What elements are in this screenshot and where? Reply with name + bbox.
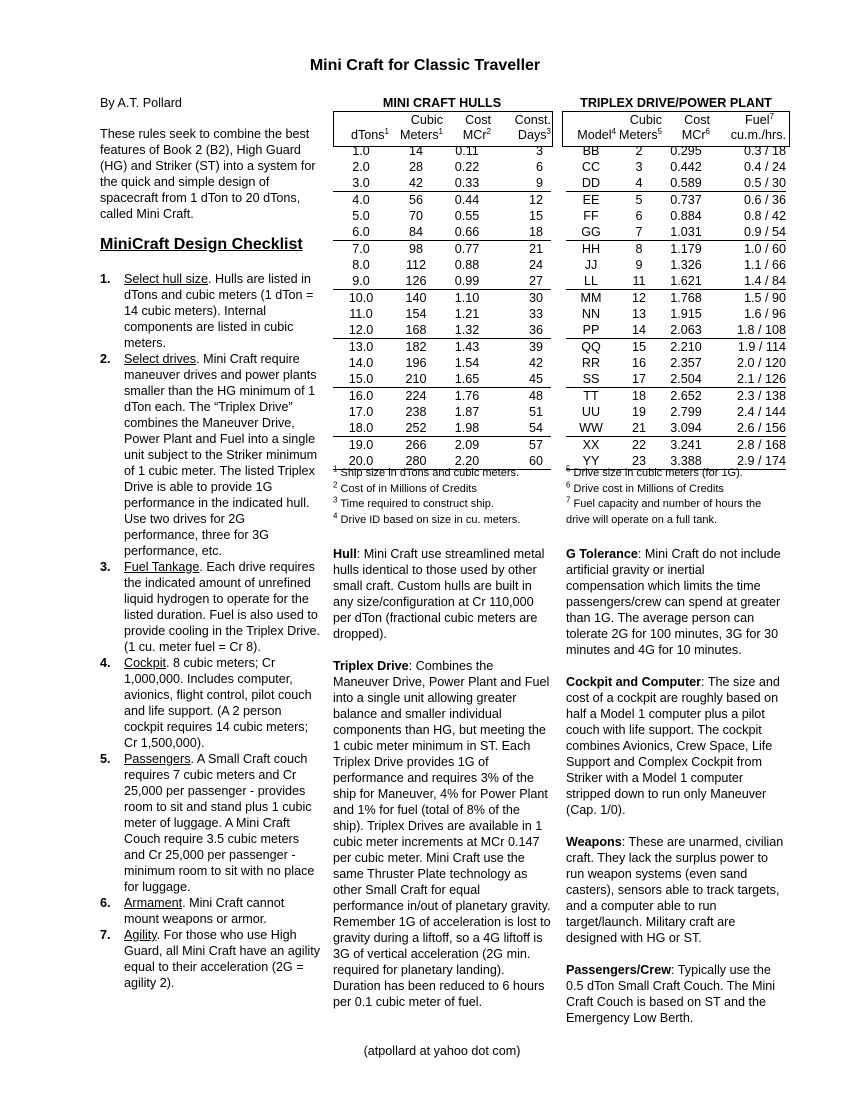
weapons-paragraph: Weapons: These are unarmed, civilian craft. They lack the surplus power to run weapon systems (even sand casters), sensors able to track targets, and a computer able to run target/launch. Military craft are designed with HG or ST.	[566, 835, 784, 945]
table-cell: 12.0	[333, 322, 389, 339]
table-cell: FF	[583, 209, 599, 223]
drives-header-row-bottom	[566, 128, 786, 143]
table-cell: 1.326	[670, 258, 702, 272]
table-cell: 0.77	[454, 242, 480, 256]
table-cell: 1.179	[670, 242, 702, 256]
table-row	[333, 420, 551, 437]
left-column	[100, 95, 322, 991]
table-cell: PP	[566, 322, 616, 339]
table-row	[566, 339, 786, 356]
table-cell: 6	[635, 209, 643, 223]
table-cell: XX	[582, 438, 600, 452]
hulls-header-cell: Cubic	[410, 113, 443, 127]
table-cell: 3.094	[662, 420, 710, 437]
table-cell: 1.32	[443, 322, 491, 339]
table-cell: 30	[528, 291, 543, 305]
page-title: Mini Craft for Classic Traveller	[309, 57, 541, 74]
drives-table-title: TRIPLEX DRIVE/POWER PLANT	[580, 96, 772, 110]
table-cell: 154	[405, 307, 427, 321]
table-cell: RR	[581, 356, 601, 370]
drives-footnotes	[566, 466, 788, 528]
table-cell: 15	[631, 340, 646, 354]
checklist-term: Select drives	[124, 352, 197, 366]
table-cell: 1.54	[454, 356, 480, 370]
table-cell: 13	[631, 307, 646, 321]
hulls-header-row-top	[333, 113, 551, 128]
checklist-term: Agility	[124, 928, 157, 942]
table-row	[333, 339, 551, 356]
table-cell: 45	[491, 371, 551, 388]
table-cell: 18	[491, 224, 551, 241]
table-cell: 2	[635, 144, 643, 158]
table-cell: 0.22	[454, 160, 480, 174]
table-cell: 39	[528, 340, 543, 354]
table-cell: 3.388	[662, 453, 710, 470]
table-row	[333, 404, 551, 420]
table-cell: 4.0	[352, 193, 370, 207]
table-cell: 7	[616, 224, 662, 241]
table-cell: HH	[581, 242, 601, 256]
triplex-drive-paragraph: Triplex Drive: Combines the Maneuver Drive, Power Plant and Fuel into a single unit allowing greater balance and smaller individual components than HG, but meeting the 1 cubic meter minimum in ST. Each Triplex Drive provides 1G of performance and requires 3% of the ship for Maneuver, 4% for Power Plant and 1% for fuel (total of 8% of the ship). Triplex Drives are available in 1 cubic meter increments at MCr 0.147 per cubic meter. Mini Craft use the same Thruster Plate technology as other Small Craft for equal performance in/out of planetary gravity. Remember 1G of acceleration is lost to gravity during a liftoff, so a 4G liftoff is 3G of vertical acceleration (2G min. required for planetary landing). Duration has been reduced to 6 hours per 0.1 cubic meter of fuel.	[333, 659, 551, 1009]
footnote: $^2$ Cost of in Millions of Credits	[333, 479, 477, 495]
table-cell: 1.031	[662, 224, 710, 241]
drives-header-cell: MCr$^6$	[681, 126, 710, 142]
table-row	[566, 257, 786, 273]
table-cell: 0.4 / 24	[743, 160, 786, 174]
table-cell: 1.915	[670, 307, 702, 321]
table-row	[566, 306, 786, 322]
table-cell: 2.9 / 174	[710, 453, 786, 470]
table-cell: 2.504	[662, 371, 710, 388]
right-column	[566, 546, 786, 1042]
table-cell: 1.65	[443, 371, 491, 388]
table-cell: 15.0	[333, 371, 389, 388]
table-row	[566, 290, 786, 307]
table-cell: 12	[528, 193, 543, 207]
table-cell: 2.6 / 156	[710, 420, 786, 437]
hulls-table	[333, 113, 551, 470]
passengers-paragraph: Passengers/Crew: Typically use the 0.5 dTon Small Craft Couch. The Mini Craft Couch is based on ST and the Emergency Low Berth.	[566, 963, 776, 1025]
table-cell: 1.10	[454, 291, 480, 305]
table-cell: 2.063	[662, 322, 710, 339]
table-cell: 42	[528, 356, 543, 370]
table-cell: 27	[491, 273, 551, 290]
table-cell: 2.0	[352, 160, 370, 174]
hulls-header-cell: Days$^3$	[517, 126, 551, 142]
table-cell: 1.0 / 60	[743, 242, 786, 256]
table-row	[333, 143, 551, 159]
table-row	[566, 224, 786, 241]
table-cell: 1.4 / 84	[710, 273, 786, 290]
table-row	[566, 437, 786, 454]
table-cell: 22	[631, 438, 646, 452]
checklist-item: 5. Passengers. A Small Craft couch requires 7 cubic meters and Cr 25,000 per passenger - provides room to sit and stand plus 1 cubic meter of luggage. A Mini Craft Couch require 3.5 cubic meters and Cr 25,000 per passenger - minimum room to sit with no place for luggage.	[100, 752, 315, 894]
table-cell: 2.3 / 138	[736, 389, 786, 403]
table-cell: 8.0	[352, 258, 370, 272]
table-cell: JJ	[584, 258, 598, 272]
table-cell: 28	[408, 160, 423, 174]
table-cell: BB	[582, 144, 600, 158]
table-cell: 42	[389, 175, 443, 192]
drives-header-cell: Fuel$^7$	[745, 111, 774, 127]
table-cell: WW	[566, 420, 616, 437]
table-cell: 0.33	[443, 175, 491, 192]
table-cell: 3.241	[670, 438, 702, 452]
table-cell: 1.98	[443, 420, 491, 437]
table-cell: 15	[528, 209, 543, 223]
checklist-term: Cockpit	[124, 656, 166, 670]
table-cell: 196	[405, 356, 427, 370]
hulls-header-row-bottom	[333, 128, 551, 143]
table-cell: 0.6 / 36	[743, 193, 786, 207]
hulls-header-cell: MCr$^2$	[462, 126, 491, 142]
table-cell: 0.66	[443, 224, 491, 241]
table-cell: 3	[635, 160, 643, 174]
checklist-item: 3. Fuel Tankage. Each drive requires the indicated amount of unrefined liquid hydrogen to operate for the listed duration. Fuel is also used to provide cooling in the Triplex Drive. (1 cu. meter fuel = Cr 8).	[100, 560, 320, 654]
table-row	[333, 388, 551, 405]
table-cell: 16	[631, 356, 646, 370]
table-cell: 6	[535, 160, 543, 174]
intro-paragraph: These rules seek to combine the best features of Book 2 (B2), High Guard (HG) and Striker (ST) into a system for the quick and simple design of spacecraft from 1 dTon to 20 dTons, called Mini Craft.	[100, 127, 316, 221]
table-row	[333, 371, 551, 388]
table-cell: 266	[405, 438, 427, 452]
table-row	[333, 175, 551, 192]
checklist-item: 6. Armament. Mini Craft cannot mount weapons or armor.	[100, 896, 285, 926]
checklist-heading: MiniCraft Design Checklist	[100, 236, 303, 253]
table-cell: 60	[491, 453, 551, 470]
table-row	[333, 306, 551, 322]
table-cell: 57	[528, 438, 543, 452]
table-cell: 0.88	[454, 258, 480, 272]
table-cell: 21	[528, 242, 543, 256]
table-cell: 11	[616, 273, 662, 290]
table-cell: 7.0	[352, 242, 370, 256]
table-cell: 3	[535, 144, 543, 158]
table-cell: 1.21	[454, 307, 480, 321]
table-row	[333, 322, 551, 339]
byline: By A.T. Pollard	[100, 96, 182, 110]
g-tolerance-paragraph: G Tolerance: Mini Craft do not include artificial gravity or inertial compensation which limits the time passengers/crew can spend at greater than 1G. The average person can tolerate 2G for 100 minutes, 3G for 30 minutes and 4G for 10 minutes.	[566, 547, 781, 657]
table-cell: 0.3 / 18	[743, 144, 786, 158]
checklist-item: 2. Select drives. Mini Craft require maneuver drives and power plants smaller than the HG minimum of 1 dTon each. The “Triplex Drive” combines the Maneuver Drive, Power Plant and Fuel into a single unit subject to the Striker minimum of 1 cubic meter. The listed Triplex Drive is able to provide 1G performance in the indicated hull. Use two drives for 2G performance, three for 3G performance, etc.	[100, 352, 318, 558]
table-cell: 1.6 / 96	[743, 307, 786, 321]
table-cell: 24	[528, 258, 543, 272]
hulls-header-cell: Const.	[514, 113, 551, 127]
table-cell: 1.1 / 66	[743, 258, 786, 272]
table-cell: 3.0	[333, 175, 389, 192]
checklist-item: 4. Cockpit. 8 cubic meters; Cr 1,000,000. Includes computer, avionics, flight control, pilot couch and life support. (A 2 person cockpit requires 14 cubic meters; Cr 1,500,000).	[100, 656, 312, 750]
table-cell: 210	[389, 371, 443, 388]
table-cell: 1.621	[662, 273, 710, 290]
table-cell: 182	[405, 340, 427, 354]
table-row	[566, 404, 786, 420]
table-cell: 1.8 / 108	[710, 322, 786, 339]
table-cell: 5	[635, 193, 643, 207]
table-row	[566, 355, 786, 371]
table-row	[566, 192, 786, 209]
table-cell: 1.0	[352, 144, 370, 158]
table-cell: 20.0	[333, 453, 389, 470]
table-cell: 280	[389, 453, 443, 470]
table-cell: LL	[566, 273, 616, 290]
hulls-header-cell: dTons$^1$	[350, 126, 389, 142]
table-cell: 12	[631, 291, 646, 305]
table-cell: 9	[491, 175, 551, 192]
table-cell: 10.0	[348, 291, 374, 305]
table-cell: GG	[566, 224, 616, 241]
table-cell: 51	[528, 405, 543, 419]
drives-header-cell: Cubic	[629, 113, 662, 127]
table-row	[333, 273, 551, 290]
table-row	[566, 420, 786, 437]
hull-paragraph: Hull: Mini Craft use streamlined metal hulls identical to those used by other small craft. Custom hulls are built in any size/configuration at Cr 110,000 per dTon (fractional cubic meters are dropped).	[333, 547, 545, 641]
design-checklist	[100, 271, 322, 991]
table-cell: NN	[581, 307, 601, 321]
checklist-term: Select hull size	[124, 272, 208, 286]
checklist-term: Fuel Tankage	[124, 560, 200, 574]
table-cell: 17	[616, 371, 662, 388]
footnote: $^3$ Time required to construct ship.	[333, 495, 494, 510]
table-cell: 168	[389, 322, 443, 339]
middle-column	[333, 546, 551, 1026]
table-cell: CC	[581, 160, 601, 174]
table-row	[566, 241, 786, 258]
table-cell: 4	[616, 175, 662, 192]
table-cell: DD	[566, 175, 616, 192]
table-cell: 14.0	[348, 356, 374, 370]
drives-header-cell: Meters$^5$	[619, 126, 662, 142]
table-cell: 238	[405, 405, 427, 419]
table-row	[333, 241, 551, 258]
table-cell: 2.20	[443, 453, 491, 470]
table-cell: 126	[389, 273, 443, 290]
table-cell: 56	[408, 193, 423, 207]
table-cell: 0.44	[454, 193, 480, 207]
footnote: $^4$ Drive ID based on size in cu. meters.	[333, 510, 521, 526]
table-cell: 19	[631, 405, 646, 419]
table-cell: 33	[528, 307, 543, 321]
table-cell: 98	[408, 242, 423, 256]
hulls-footnotes	[333, 466, 553, 528]
table-cell: 36	[491, 322, 551, 339]
table-cell: 2.8 / 168	[736, 438, 786, 452]
table-cell: 252	[389, 420, 443, 437]
table-row	[566, 159, 786, 175]
table-row	[333, 290, 551, 307]
table-cell: 16.0	[348, 389, 374, 403]
table-cell: 21	[616, 420, 662, 437]
table-cell: 0.589	[662, 175, 710, 192]
table-row	[333, 192, 551, 209]
table-cell: 18	[631, 389, 646, 403]
table-cell: SS	[566, 371, 616, 388]
drives-table	[566, 113, 786, 470]
table-cell: 2.357	[670, 356, 702, 370]
table-cell: 2.09	[454, 438, 480, 452]
table-cell: 0.8 / 42	[743, 209, 786, 223]
table-cell: 112	[405, 258, 427, 272]
table-row	[566, 322, 786, 339]
table-cell: 0.5 / 30	[710, 175, 786, 192]
table-cell: 2.4 / 144	[736, 405, 786, 419]
table-row	[333, 159, 551, 175]
table-cell: QQ	[581, 340, 601, 354]
checklist-term: Passengers	[124, 752, 191, 766]
footnote: $^1$ Ship size in dTons and cubic meters.	[333, 464, 520, 479]
table-cell: 140	[405, 291, 427, 305]
table-cell: 6.0	[333, 224, 389, 241]
table-row	[566, 371, 786, 388]
table-cell: 2.0 / 120	[736, 356, 786, 370]
table-cell: 0.9 / 54	[710, 224, 786, 241]
table-cell: MM	[580, 291, 602, 305]
table-cell: 2.799	[670, 405, 702, 419]
table-cell: 18.0	[333, 420, 389, 437]
footnote: $^5$ Drive size in cubic meters (for 1G).	[566, 464, 743, 479]
table-cell: 1.43	[454, 340, 480, 354]
drives-header-row-top	[566, 113, 786, 128]
table-cell: 5.0	[352, 209, 370, 223]
drives-header-cell: cu.m./hrs.	[730, 128, 786, 142]
table-row	[333, 257, 551, 273]
table-cell: 1.5 / 90	[743, 291, 786, 305]
hulls-header-cell: Cost	[465, 113, 491, 127]
table-cell: 54	[491, 420, 551, 437]
checklist-item: 7. Agility. For those who use High Guard, all Mini Craft have an agility equal to their acceleration (2G = agility 2).	[100, 928, 320, 990]
table-cell: 17.0	[348, 405, 374, 419]
table-cell: 1.87	[454, 405, 480, 419]
table-cell: 0.99	[443, 273, 491, 290]
table-cell: 9.0	[333, 273, 389, 290]
table-row	[566, 143, 786, 159]
checklist-item: 1. Select hull size. Hulls are listed in dTons and cubic meters (1 dTon = 14 cubic meters). Internal components are listed in cubic meters.	[100, 272, 314, 350]
author-email: (atpollard at yahoo dot com)	[363, 1044, 521, 1058]
checklist-term: Armament	[124, 896, 183, 910]
table-cell: 224	[405, 389, 427, 403]
table-cell: 84	[389, 224, 443, 241]
table-cell: 0.737	[670, 193, 702, 207]
table-cell: 11.0	[349, 307, 373, 321]
table-cell: 0.11	[455, 144, 479, 158]
table-cell: 0.442	[670, 160, 702, 174]
hulls-header-cell: Meters$^1$	[400, 126, 443, 142]
drives-header-cell: Model$^4$	[577, 126, 616, 142]
table-cell: 70	[408, 209, 423, 223]
table-cell: 13.0	[348, 340, 374, 354]
table-cell: 2.1 / 126	[710, 371, 786, 388]
table-row	[566, 273, 786, 290]
table-cell: 0.295	[670, 144, 702, 158]
table-row	[333, 208, 551, 224]
table-cell: EE	[582, 193, 600, 207]
table-row	[333, 437, 551, 454]
table-cell: 1.768	[670, 291, 702, 305]
table-row	[566, 175, 786, 192]
table-cell: 14	[408, 144, 423, 158]
table-cell: 19.0	[348, 438, 374, 452]
table-row	[333, 224, 551, 241]
cockpit-paragraph: Cockpit and Computer: The size and cost of a cockpit are roughly based on half a Model 1 computer plus a pilot couch with life support. The cockpit combines Avionics, Crew Space, Life Support and Complex Cockpit from Striker with a Model 1 computer stripped down to run only Maneuver (Cap. 1/0).	[566, 675, 780, 817]
table-cell: UU	[581, 405, 601, 419]
footnote: $^7$ Fuel capacity and number of hours the drive will operate on a full tank.	[566, 495, 762, 526]
table-cell: 0.884	[670, 209, 702, 223]
table-row	[566, 208, 786, 224]
hulls-table-title: MINI CRAFT HULLS	[382, 96, 502, 110]
table-cell: 9	[635, 258, 643, 272]
table-cell: TT	[583, 389, 599, 403]
table-cell: YY	[566, 453, 616, 470]
table-cell: 2.210	[670, 340, 702, 354]
table-row	[566, 388, 786, 405]
footnote: $^6$ Drive cost in Millions of Credits	[566, 479, 724, 495]
table-cell: 48	[528, 389, 543, 403]
table-cell: 1.76	[454, 389, 480, 403]
table-row	[333, 355, 551, 371]
table-cell: 8	[635, 242, 643, 256]
drives-header-cell: Cost	[684, 113, 710, 127]
table-cell: 23	[616, 453, 662, 470]
table-cell: 14	[616, 322, 662, 339]
table-cell: 2.652	[670, 389, 702, 403]
table-cell: 0.55	[454, 209, 480, 223]
table-cell: 1.9 / 114	[737, 340, 786, 354]
